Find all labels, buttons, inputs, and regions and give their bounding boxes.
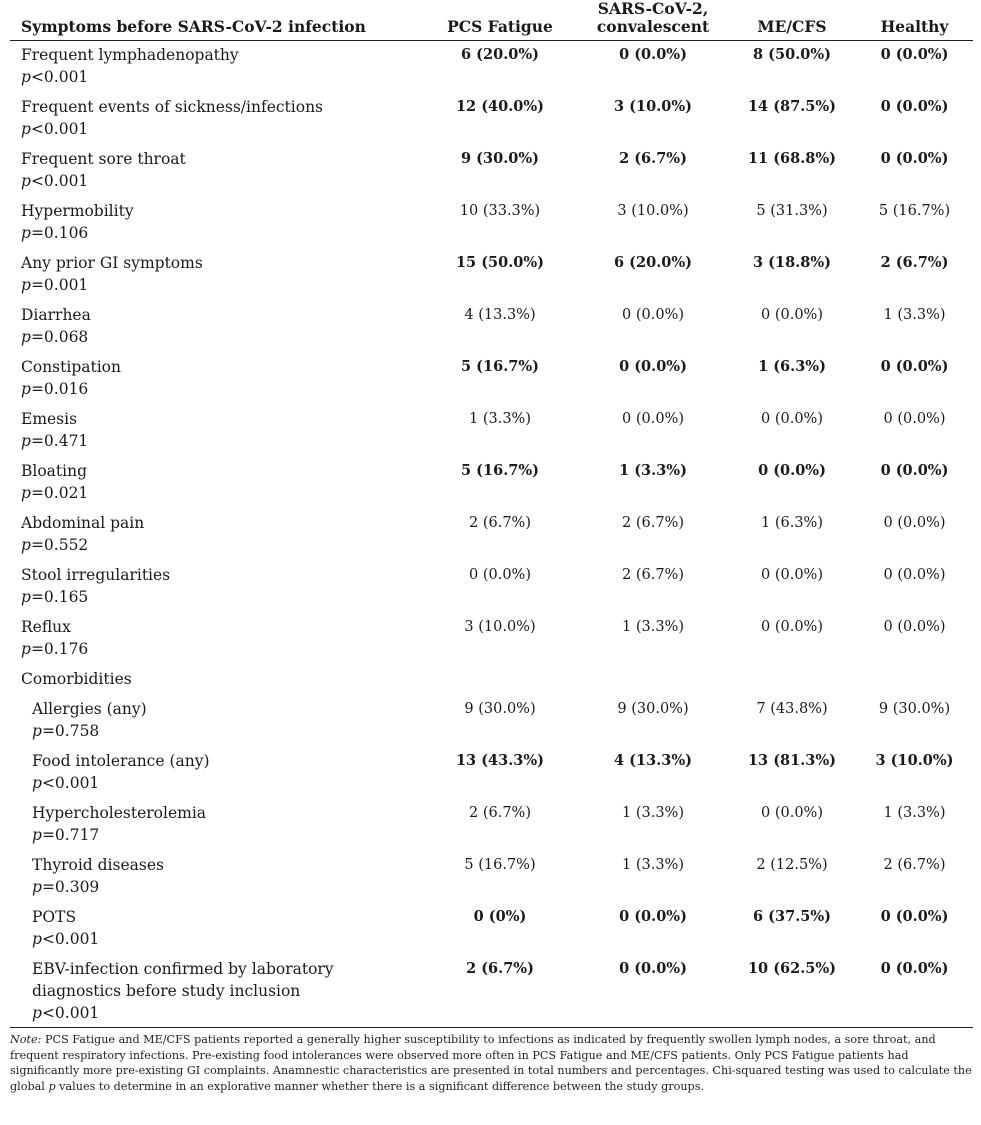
p-value (21, 118, 422, 140)
pcs-fatigue-cell: 2 (6.7%) (422, 955, 578, 1028)
row-label-cell (10, 851, 422, 903)
table-row (10, 695, 973, 747)
pcs-fatigue-cell: 10 (33.3%) (459, 203, 541, 219)
table-row (10, 561, 973, 613)
symptom-name: Bloating (21, 462, 88, 480)
table-row (10, 747, 973, 799)
pcs-fatigue-cell: 6 (20.0%) (461, 46, 539, 63)
symptoms-table (10, 0, 973, 1028)
row-label-cell (10, 799, 422, 851)
header-convalescent (578, 0, 728, 41)
p-value (21, 638, 422, 660)
header-convalescent-line2: convalescent (596, 17, 710, 36)
p-value-number: <0.001 (41, 774, 100, 792)
p-symbol: p (32, 878, 42, 896)
pcs-fatigue-cell: 5 (16.7%) (461, 358, 539, 375)
symptom-name: Food intolerance (any) (32, 752, 210, 770)
mecfs-cell: 11 (68.8%) (747, 150, 837, 167)
symptom-name: Diarrhea (21, 306, 91, 324)
p-value (21, 378, 422, 400)
table-row (10, 353, 973, 405)
table-row (10, 799, 973, 851)
mecfs-cell: 3 (18.8%) (753, 254, 831, 271)
p-value (21, 482, 422, 504)
mecfs-cell: 14 (87.5%) (747, 98, 837, 115)
p-value-number: =0.176 (30, 640, 89, 658)
header-pcs-fatigue: PCS Fatigue (422, 0, 578, 41)
p-value-number: =0.552 (30, 536, 89, 554)
convalescent-cell: 0 (0.0%) (619, 46, 687, 63)
table-row (10, 613, 973, 665)
section-label: Comorbidities (21, 670, 132, 688)
table-row (10, 145, 973, 197)
convalescent-cell: 6 (20.0%) (614, 254, 692, 271)
convalescent-cell: 3 (10.0%) (614, 98, 692, 115)
p-symbol: p (32, 826, 42, 844)
healthy-cell: 0 (0.0%) (883, 619, 946, 635)
table-row (10, 41, 973, 94)
row-label-cell (10, 955, 422, 1028)
p-symbol: p (32, 930, 42, 948)
p-symbol: p (21, 484, 31, 502)
p-symbol: p (21, 328, 31, 346)
convalescent-cell: 9 (30.0%) (617, 701, 689, 717)
mecfs-cell: 0 (0.0%) (761, 619, 823, 635)
p-symbol: p (21, 172, 31, 190)
row-label-cell (10, 197, 422, 249)
healthy-cell: 0 (0.0%) (880, 908, 949, 925)
healthy-cell: 0 (0.0%) (880, 46, 949, 63)
p-value (21, 534, 422, 556)
symptom-name: Hypercholesterolemia (32, 804, 207, 822)
row-label-cell (10, 145, 422, 197)
pcs-fatigue-cell: 2 (6.7%) (469, 515, 531, 531)
pcs-fatigue-cell (422, 665, 578, 695)
pcs-fatigue-cell: 13 (43.3%) (455, 752, 545, 769)
pcs-fatigue-cell: 5 (16.7%) (461, 462, 539, 479)
row-label-cell (10, 93, 422, 145)
p-value-number: =0.021 (30, 484, 89, 502)
row-label-cell (10, 509, 422, 561)
mecfs-cell: 10 (62.5%) (728, 955, 856, 1028)
header-symptoms: Symptoms before SARS-CoV-2 infection (10, 0, 422, 41)
mecfs-cell: 1 (6.3%) (761, 515, 823, 531)
row-label-cell (10, 561, 422, 613)
healthy-cell: 0 (0.0%) (883, 411, 946, 427)
convalescent-cell: 2 (6.7%) (622, 567, 684, 583)
symptom-name: Emesis (21, 410, 78, 428)
row-label-cell (10, 747, 422, 799)
note-label: Note: (10, 1033, 42, 1046)
p-value-number: =0.758 (41, 722, 100, 740)
row-label-cell (10, 613, 422, 665)
p-value (32, 772, 422, 794)
convalescent-cell: 2 (6.7%) (619, 150, 687, 167)
p-value-number: =0.016 (30, 380, 89, 398)
p-value-number: =0.001 (30, 276, 89, 294)
convalescent-cell (578, 665, 728, 695)
pcs-fatigue-cell: 9 (30.0%) (464, 701, 536, 717)
row-label-cell (10, 249, 422, 301)
row-label-cell (10, 41, 422, 94)
healthy-cell: 1 (3.3%) (883, 805, 946, 821)
healthy-cell: 0 (0.0%) (883, 567, 946, 583)
symptom-name: Stool irregularities (21, 566, 171, 584)
healthy-cell: 5 (16.7%) (878, 203, 951, 219)
table-row (10, 457, 973, 509)
header-row (10, 0, 973, 41)
table-row (10, 93, 973, 145)
p-value-number: <0.001 (30, 68, 89, 86)
p-value (21, 586, 422, 608)
pcs-fatigue-cell: 2 (6.7%) (469, 805, 531, 821)
healthy-cell: 9 (30.0%) (878, 701, 951, 717)
pcs-fatigue-cell: 15 (50.0%) (455, 254, 545, 271)
symptom-name: Frequent sore throat (21, 150, 186, 168)
p-value-number: =0.309 (41, 878, 100, 896)
table-row (10, 301, 973, 353)
row-label-cell (10, 405, 422, 457)
symptom-name: Allergies (any) (32, 700, 147, 718)
table-row (10, 955, 973, 1028)
p-symbol: p (32, 1004, 42, 1022)
convalescent-cell: 1 (3.3%) (622, 619, 684, 635)
p-symbol: p (21, 224, 31, 242)
p-value (32, 928, 422, 950)
p-value (21, 66, 422, 88)
p-value-number: =0.068 (30, 328, 89, 346)
p-value (21, 430, 422, 452)
p-symbol: p (32, 774, 42, 792)
symptom-name: Constipation (21, 358, 121, 376)
symptom-name: Thyroid diseases (32, 856, 164, 874)
symptom-name: Any prior GI symptoms (21, 254, 203, 272)
mecfs-cell: 0 (0.0%) (761, 411, 823, 427)
mecfs-cell: 0 (0.0%) (758, 462, 826, 479)
mecfs-cell: 13 (81.3%) (747, 752, 837, 769)
p-symbol: p (21, 68, 31, 86)
mecfs-cell: 7 (43.8%) (756, 701, 828, 717)
p-value (32, 824, 422, 846)
p-value-number: <0.001 (30, 172, 89, 190)
p-value-number: =0.717 (41, 826, 100, 844)
table-row (10, 851, 973, 903)
note-p-symbol: p (48, 1079, 56, 1093)
pcs-fatigue-cell: 0 (0%) (473, 908, 527, 925)
note-text-2: values to determine in an explorative manner whether there is a significant difference between the study groups. (55, 1079, 704, 1093)
mecfs-cell: 0 (0.0%) (761, 307, 823, 323)
healthy-cell: 0 (0.0%) (880, 150, 949, 167)
table-note (10, 1032, 973, 1094)
row-label-cell (10, 301, 422, 353)
healthy-cell: 2 (6.7%) (880, 254, 949, 271)
convalescent-cell: 0 (0.0%) (578, 955, 728, 1028)
p-value-number: <0.001 (30, 120, 89, 138)
convalescent-cell: 0 (0.0%) (619, 908, 687, 925)
healthy-cell (856, 665, 973, 695)
pcs-fatigue-cell: 9 (30.0%) (461, 150, 539, 167)
table-body (10, 41, 973, 1028)
mecfs-cell: 2 (12.5%) (756, 857, 828, 873)
healthy-cell: 3 (10.0%) (875, 752, 954, 769)
table-row (10, 197, 973, 249)
healthy-cell: 0 (0.0%) (880, 98, 949, 115)
mecfs-cell: 0 (0.0%) (761, 805, 823, 821)
p-value-number: =0.471 (30, 432, 89, 450)
convalescent-cell: 1 (3.3%) (622, 857, 684, 873)
healthy-cell: 0 (0.0%) (883, 515, 946, 531)
p-symbol: p (21, 276, 31, 294)
symptom-name: Abdominal pain (21, 514, 145, 532)
convalescent-cell: 0 (0.0%) (622, 307, 684, 323)
healthy-cell: 0 (0.0%) (856, 955, 973, 1028)
convalescent-cell: 1 (3.3%) (619, 462, 687, 479)
p-symbol: p (21, 380, 31, 398)
table-container (10, 0, 973, 1094)
pcs-fatigue-cell: 3 (10.0%) (464, 619, 536, 635)
symptom-name: POTS (32, 908, 77, 926)
pcs-fatigue-cell: 5 (16.7%) (464, 857, 536, 873)
mecfs-cell: 1 (6.3%) (758, 358, 826, 375)
symptom-name: Hypermobility (21, 202, 134, 220)
symptom-name: EBV-infection confirmed by laboratory diagnostics before study inclusion (32, 960, 334, 1000)
p-value-number: =0.165 (30, 588, 89, 606)
p-symbol: p (21, 588, 31, 606)
healthy-cell: 2 (6.7%) (883, 857, 946, 873)
healthy-cell: 0 (0.0%) (880, 358, 949, 375)
p-value (32, 1002, 422, 1024)
note-text-1: PCS Fatigue and ME/CFS patients reported a generally higher susceptibility to infections as indicated by frequently swollen lymph nodes, a sore throat, and frequent respiratory infections. Pre-existing food intolerances were observed more often in PCS Fatigue and ME/CFS patients. Only PCS Fatigue patients had significantly more pre-existing GI complaints. Anamnestic characteristics are presented in total numbers and percentages. Chi-squared testing was used to calculate the global (10, 1033, 972, 1093)
section-row (10, 665, 973, 695)
pcs-fatigue-cell: 0 (0.0%) (469, 567, 531, 583)
convalescent-cell: 2 (6.7%) (622, 515, 684, 531)
table-row (10, 405, 973, 457)
table-row (10, 509, 973, 561)
p-value-number: <0.001 (41, 930, 100, 948)
table-row (10, 249, 973, 301)
row-label-cell (10, 665, 422, 695)
table-row (10, 903, 973, 955)
p-value (32, 720, 422, 742)
p-value (21, 170, 422, 192)
healthy-cell: 1 (3.3%) (883, 307, 946, 323)
header-healthy: Healthy (856, 0, 973, 41)
row-label-cell (10, 695, 422, 747)
p-value-number: <0.001 (41, 1004, 100, 1022)
row-label-cell (10, 353, 422, 405)
p-value (21, 274, 422, 296)
header-convalescent-line1: SARS-CoV-2, (597, 0, 709, 18)
convalescent-cell: 0 (0.0%) (622, 411, 684, 427)
pcs-fatigue-cell: 1 (3.3%) (469, 411, 531, 427)
mecfs-cell (728, 665, 856, 695)
pcs-fatigue-cell: 12 (40.0%) (455, 98, 545, 115)
p-value (32, 876, 422, 898)
symptom-name: Frequent lymphadenopathy (21, 46, 239, 64)
mecfs-cell: 6 (37.5%) (753, 908, 831, 925)
p-value (21, 222, 422, 244)
healthy-cell: 0 (0.0%) (880, 462, 949, 479)
mecfs-cell: 5 (31.3%) (756, 203, 828, 219)
symptom-name: Frequent events of sickness/infections (21, 98, 324, 116)
mecfs-cell: 8 (50.0%) (753, 46, 831, 63)
convalescent-cell: 0 (0.0%) (619, 358, 687, 375)
convalescent-cell: 4 (13.3%) (614, 752, 692, 769)
p-symbol: p (21, 432, 31, 450)
row-label-cell (10, 903, 422, 955)
p-symbol: p (21, 120, 31, 138)
header-mecfs: ME/CFS (728, 0, 856, 41)
p-value-number: =0.106 (30, 224, 89, 242)
convalescent-cell: 3 (10.0%) (617, 203, 689, 219)
convalescent-cell: 1 (3.3%) (622, 805, 684, 821)
p-symbol: p (32, 722, 42, 740)
row-label-cell (10, 457, 422, 509)
symptom-name: Reflux (21, 618, 71, 636)
mecfs-cell: 0 (0.0%) (761, 567, 823, 583)
pcs-fatigue-cell: 4 (13.3%) (464, 307, 536, 323)
p-value (21, 326, 422, 348)
p-symbol: p (21, 536, 31, 554)
p-symbol: p (21, 640, 31, 658)
